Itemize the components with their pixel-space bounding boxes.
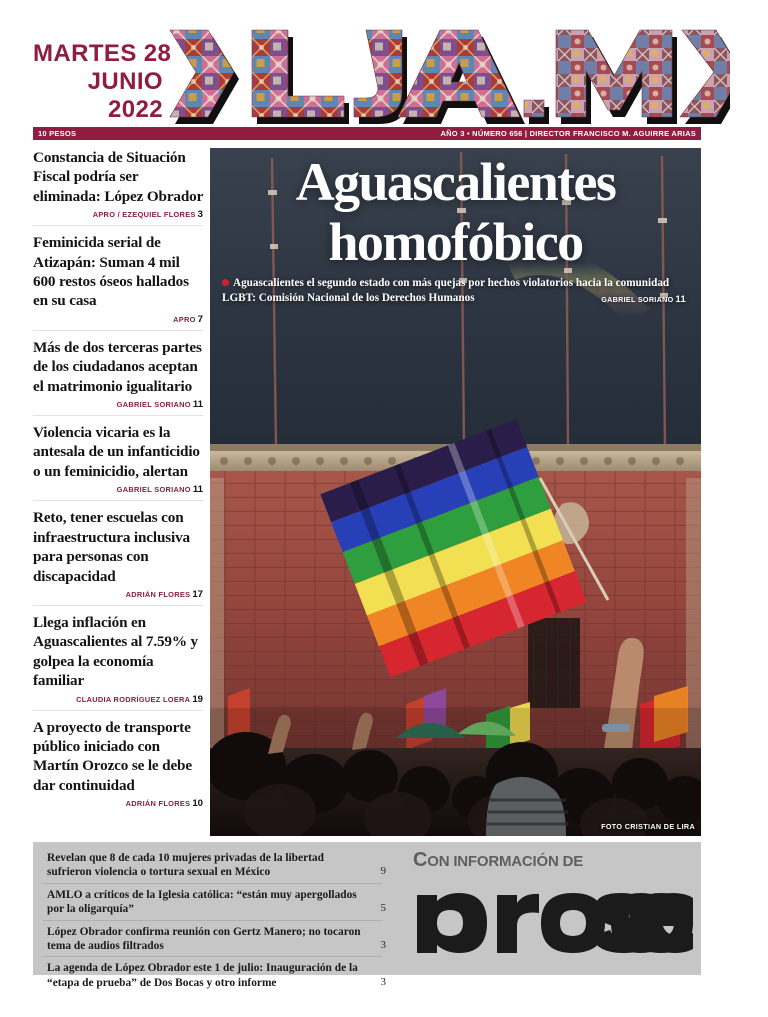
kicker-rest: ON INFORMACIÓN DE bbox=[427, 853, 584, 870]
brief-headline: López Obrador confirma reunión con Gertz Manero; no tocaron tema de audios filtrados bbox=[47, 925, 361, 953]
page-number: 9 bbox=[380, 865, 386, 878]
list-item[interactable] bbox=[33, 718, 205, 816]
page-number: 7 bbox=[197, 313, 203, 325]
headline-line-2: homofóbico bbox=[328, 212, 583, 272]
byline: GABRIEL SORIANO bbox=[116, 485, 191, 495]
bullet-icon bbox=[222, 279, 229, 286]
lja-mx-logo[interactable] bbox=[168, 22, 730, 127]
edition-label: AÑO 3 • NÚMERO 656 | DIRECTOR FRANCISCO M. AGUIRRE ARIAS bbox=[440, 129, 696, 138]
list-item[interactable] bbox=[41, 957, 386, 994]
page-number: 11 bbox=[192, 484, 203, 496]
sidebar-credit bbox=[33, 209, 203, 220]
sidebar-credit bbox=[33, 399, 203, 410]
page-number: 11 bbox=[675, 292, 686, 304]
list-item[interactable] bbox=[33, 423, 205, 501]
sidebar-credit bbox=[33, 484, 203, 495]
date-month: JUNIO bbox=[87, 68, 163, 95]
partner-attribution bbox=[413, 848, 695, 968]
edition-info-bar bbox=[33, 127, 701, 140]
sidebar-headline: Constancia de Situación Fiscal podría ser eliminada: López Obrador bbox=[33, 149, 204, 205]
list-item[interactable] bbox=[33, 233, 205, 331]
list-item[interactable] bbox=[33, 148, 205, 226]
sidebar-headline: Violencia vicaria es la antesala de un infanticidio o un feminicidio, alertan bbox=[33, 424, 200, 480]
headline-line-1: Aguascalientes bbox=[295, 152, 616, 212]
date-day: MARTES 28 bbox=[33, 40, 172, 67]
sidebar-credit bbox=[33, 589, 203, 600]
list-item[interactable] bbox=[41, 884, 386, 921]
sidebar-headline: Feminicida serial de Atizapán: Suman 4 mil 600 restos óseos hallados en su casa bbox=[33, 234, 189, 310]
kicker-first-letter: C bbox=[413, 849, 428, 871]
lead-story[interactable] bbox=[210, 148, 701, 836]
sidebar-credit bbox=[33, 694, 203, 705]
proceso-logo[interactable] bbox=[413, 875, 695, 953]
brief-headline: AMLO a críticos de la Iglesia católica: “están muy apergollados por la oligarquía” bbox=[47, 888, 357, 916]
list-item[interactable] bbox=[41, 847, 386, 884]
page-number: 3 bbox=[380, 975, 386, 988]
list-item[interactable] bbox=[33, 338, 205, 416]
footer-bar bbox=[33, 842, 701, 989]
byline: ADRIÁN FLORES bbox=[125, 589, 191, 599]
sidebar-headline: Reto, tener escuelas con infraestructura inclusiva para personas con discapacidad bbox=[33, 509, 190, 585]
page-number: 3 bbox=[197, 209, 203, 221]
sidebar-credit bbox=[33, 798, 203, 809]
byline: GABRIEL SORIANO bbox=[116, 400, 191, 410]
price-label: 10 PESOS bbox=[38, 129, 77, 138]
list-item[interactable] bbox=[33, 508, 205, 606]
lead-photo bbox=[210, 148, 701, 836]
list-item[interactable] bbox=[41, 921, 386, 958]
page-number: 3 bbox=[380, 939, 386, 952]
sidebar-headline: A proyecto de transporte público iniciado con Martín Orozco se le debe dar continuidad bbox=[33, 718, 192, 794]
lead-deck bbox=[222, 276, 686, 307]
date-year: 2022 bbox=[108, 96, 163, 123]
deck-credit bbox=[601, 292, 686, 308]
page-number: 5 bbox=[380, 902, 386, 915]
page-number: 10 bbox=[192, 798, 203, 810]
sidebar-headline: Llega inflación en Aguascalientes al 7.59% y golpea la economía familiar bbox=[33, 613, 198, 690]
page-number: 17 bbox=[192, 588, 203, 600]
publication-date bbox=[33, 40, 172, 124]
byline: ADRIÁN FLORES bbox=[125, 799, 191, 809]
byline: CLAUDIA RODRÍGUEZ LOERA bbox=[76, 694, 191, 704]
brief-headline: Revelan que 8 de cada 10 mujeres privadas de la libertad sufrieron violencia o tortura sexual en México bbox=[47, 852, 324, 879]
masthead bbox=[0, 0, 768, 130]
photo-credit: FOTO CRISTIAN DE LIRA bbox=[601, 822, 695, 831]
page-number: 11 bbox=[192, 399, 203, 411]
list-item[interactable] bbox=[33, 613, 205, 711]
sidebar-credit bbox=[33, 314, 203, 325]
deck-text: Aguascalientes el segundo estado con más quejas por hechos violatorios hacia la comunidad LGBT: Comisión Nacional de los Derechos Humanos bbox=[222, 277, 670, 304]
byline: APRO bbox=[173, 314, 196, 324]
partner-kicker bbox=[413, 848, 695, 874]
page-number: 19 bbox=[192, 693, 203, 705]
byline: GABRIEL SORIANO bbox=[601, 294, 674, 304]
sidebar-headline-list bbox=[33, 148, 205, 836]
byline: APRO / EZEQUIEL FLORES bbox=[92, 210, 196, 220]
sidebar-headline: Más de dos terceras partes de los ciudadanos aceptan el matrimonio igualitario bbox=[33, 338, 202, 395]
brief-headline: La agenda de López Obrador este 1 de julio: Inauguración de la “etapa de prueba” de Dos Bocas y otro informe bbox=[47, 962, 358, 989]
brief-list bbox=[41, 847, 386, 994]
